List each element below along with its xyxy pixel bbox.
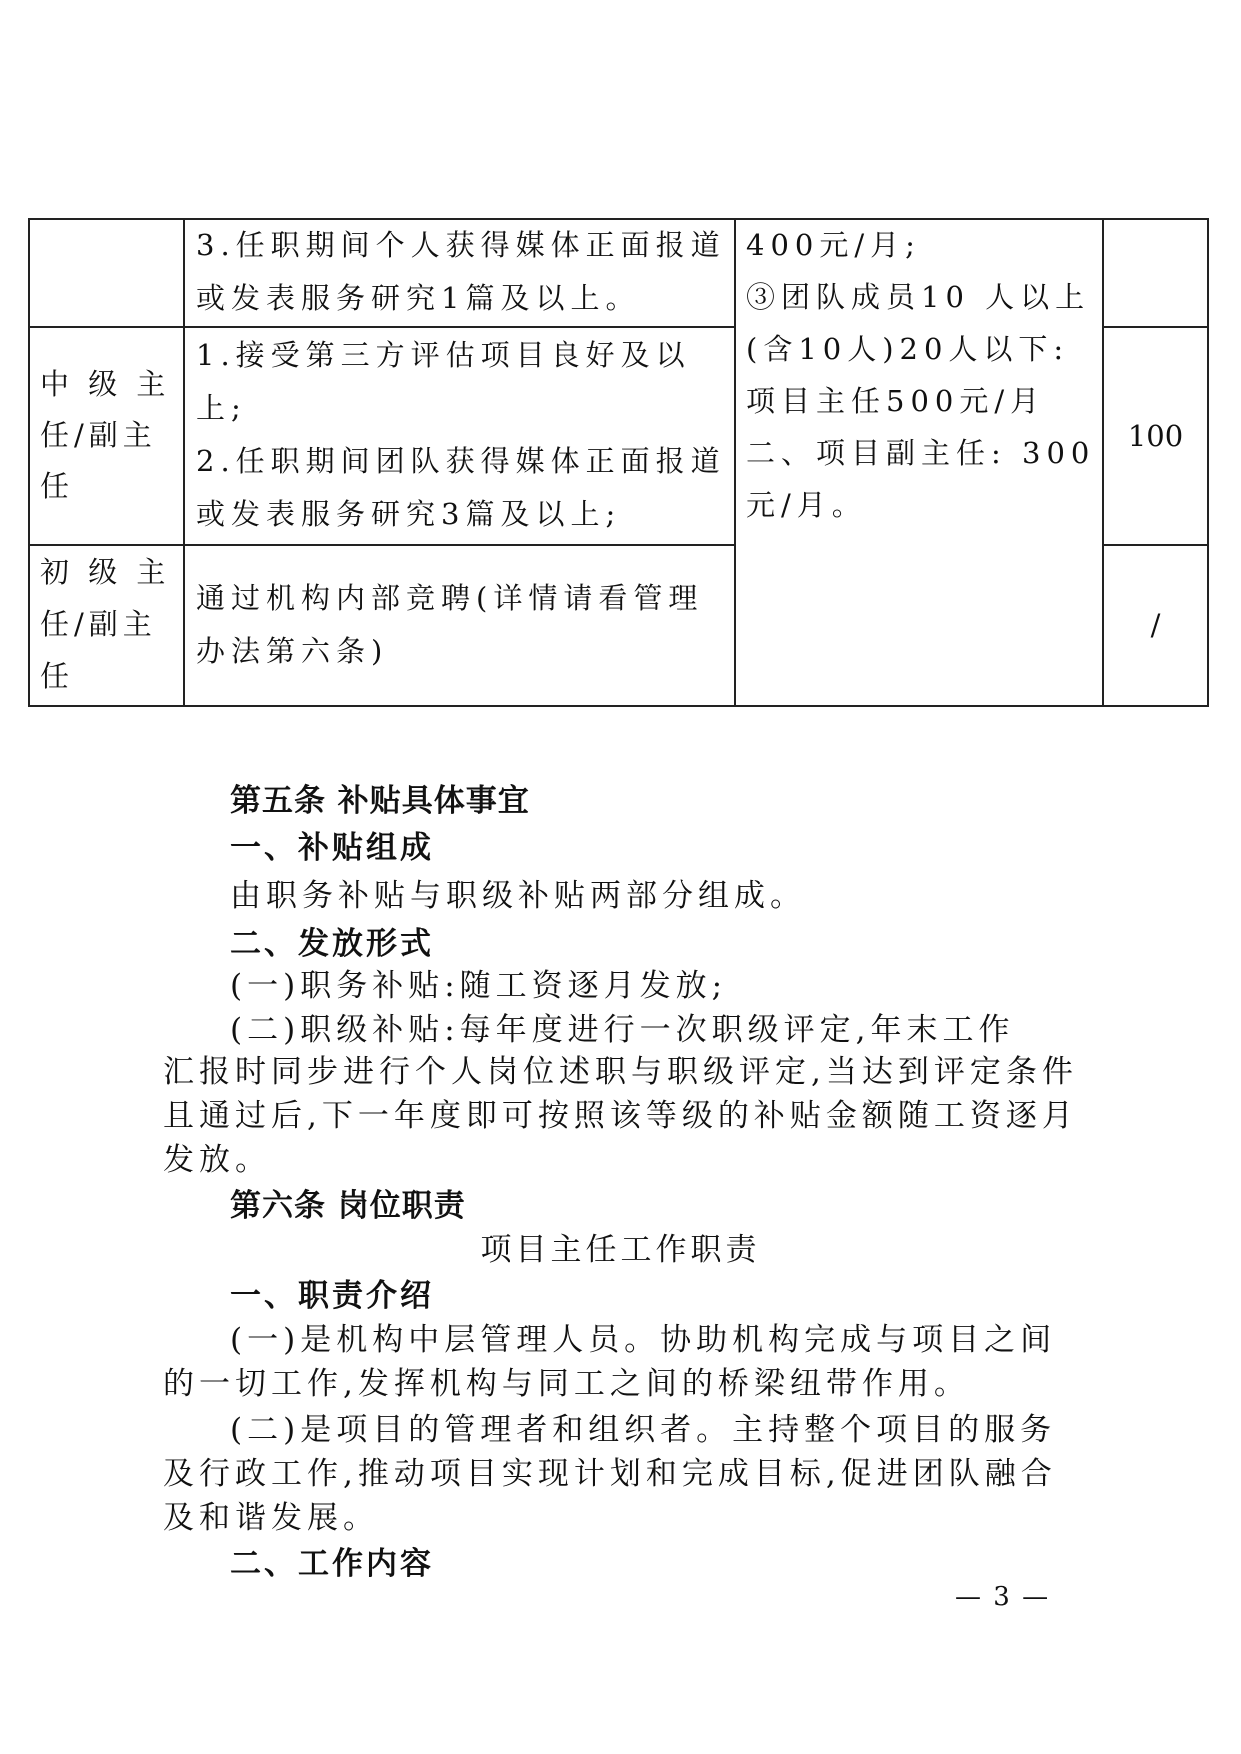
page-number: — 3 —: [955, 1582, 1051, 1612]
text-line: 中 级 主: [40, 367, 171, 401]
text-line: 上;: [196, 391, 247, 425]
text-line: 通过机构内部竞聘(详情请看管理: [196, 581, 704, 615]
article5-item1: (一)职务补贴:随工资逐月发放;: [230, 968, 728, 1004]
text-line: 初 级 主: [40, 555, 171, 589]
text-line: 任/副主: [40, 418, 157, 452]
row2-amount: [1104, 410, 1207, 463]
article5-item2-line: 汇报时同步进行个人岗位述职与职级评定,当达到评定条件: [163, 1054, 1078, 1090]
table-border-right: [1207, 218, 1209, 707]
text-line: 400元/月;: [746, 228, 921, 262]
article6-subtitle: 项目主任工作职责: [480, 1232, 761, 1268]
text-line: 任/副主: [40, 607, 157, 641]
row1-criteria: [196, 219, 726, 325]
subsidy-column: [746, 219, 1095, 531]
table-col-divider-1: [183, 218, 185, 707]
article6-item1-line: 的一切工作,发挥机构与同工之间的桥梁纽带作用。: [163, 1366, 970, 1402]
article6-item2-line: (二)是项目的管理者和组织者。主持整个项目的服务: [230, 1412, 1057, 1448]
article5-item2-line: (二)职级补贴:每年度进行一次职级评定,年末工作: [230, 1012, 1015, 1048]
subsidy-table: [28, 218, 1209, 707]
row2-rank: [40, 359, 170, 512]
text-line: 项目主任500元/月: [746, 384, 1046, 418]
table-border-left: [28, 218, 30, 707]
row2-criteria: [196, 329, 726, 541]
text-line: ③团队成员10 人以上: [746, 280, 1091, 314]
row3-rank: [40, 546, 170, 702]
article6-section2-heading: 二、工作内容: [230, 1546, 434, 1582]
table-col-divider-2: [734, 218, 736, 707]
article5-section1-heading: 一、补贴组成: [230, 830, 434, 866]
table-row-divider-2b: [1102, 544, 1209, 546]
text-line: 或发表服务研究1篇及以上。: [196, 281, 641, 315]
text-line: 二、项目副主任: 300: [746, 436, 1096, 470]
article5-section2-heading: 二、发放形式: [230, 926, 434, 962]
text-line: 元/月。: [746, 488, 867, 522]
article6-section1-heading: 一、职责介绍: [230, 1278, 434, 1314]
amount-value: /: [1150, 608, 1161, 642]
article5-item2-line: 且通过后,下一年度即可按照该等级的补贴金额随工资逐月: [163, 1098, 1078, 1134]
text-line: 任: [40, 659, 75, 693]
table-border-bottom: [28, 705, 1209, 707]
text-line: 2.任职期间团队获得媒体正面报道: [196, 444, 726, 478]
amount-value: 100: [1127, 419, 1184, 453]
table-row-divider-1a: [28, 326, 735, 328]
text-line: 办法第六条): [196, 634, 389, 668]
text-line: 1.接受第三方评估项目良好及以: [196, 338, 691, 372]
row3-amount: [1104, 599, 1207, 652]
text-line: 任: [40, 469, 75, 503]
table-row-divider-1b: [1102, 326, 1209, 328]
article5-item2-line: 发放。: [163, 1142, 271, 1178]
row3-criteria: [196, 572, 703, 678]
text-line: 或发表服务研究3篇及以上;: [196, 497, 622, 531]
article6-item1-line: (一)是机构中层管理人员。协助机构完成与项目之间: [230, 1322, 1057, 1358]
article6-item2-line: 及行政工作,推动项目实现计划和完成目标,促进团队融合: [163, 1456, 1057, 1492]
article6-item2-line: 及和谐发展。: [163, 1500, 379, 1536]
article5-title: 第五条 补贴具体事宜: [230, 783, 530, 819]
article6-title: 第六条 岗位职责: [230, 1188, 466, 1224]
article5-section1-text: 由职务补贴与职级补贴两部分组成。: [230, 878, 806, 914]
text-line: 3.任职期间个人获得媒体正面报道: [196, 228, 726, 262]
text-line: (含10人)20人以下:: [746, 332, 1070, 366]
